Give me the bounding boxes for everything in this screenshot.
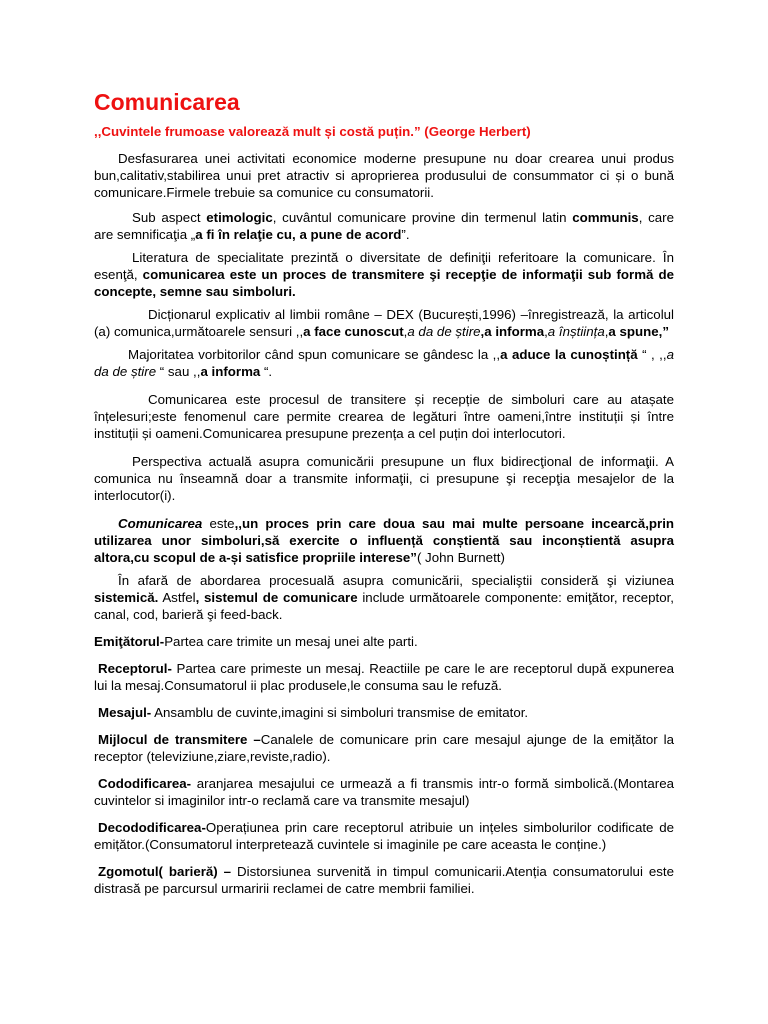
paragraph-speakers: Majoritatea vorbitorilor când spun comunicare se gândesc la ,,a aduce la cunoștință “ , ,,a da de știre “ sau ,,a informa “. xyxy=(94,347,674,379)
paragraph-etymology: Sub aspect etimologic, cuvântul comunicare provine din termenul latin communis, care are semnificaţia „a fi în relaţie cu, a pune de acord”. xyxy=(94,210,674,242)
paragraph-process: Comunicarea este procesul de transitere și recepție de simboluri care au atașate înțelesuri;este fenomenul care permite crearea de legături între oameni,între instituții și între instituții și oameni.Comunicarea presupune prezența a cel puțin doi interlocutori. xyxy=(94,392,674,441)
paragraph-intro: Desfasurarea unei activitati economice moderne presupune nu doar crearea unui produs bun,calitativ,stabilirea unui pret atractiv si aproprierea produsului de consummator ci și o bună comunicare.Firmele trebuie sa comunice cu consumatorii. xyxy=(94,151,674,200)
page-title: Comunicarea xyxy=(94,89,240,115)
paragraph-system: În afară de abordarea procesuală asupra comunicării, specialiştii consideră şi viziunea sistemică. Astfel, sistemul de comunicare include următoarele componente: emiţător, receptor, canal, cod, barieră şi feed-back. xyxy=(94,573,675,622)
definition-channel: Mijlocul de transmitere –Canalele de comunicare prin care mesajul ajunge de la emițător la receptor (televiziune,ziare,reviste,radio). xyxy=(94,732,674,764)
definition-decoding: Decododificarea-Operațiunea prin care receptorul atribuie un ințeles simbolurilor codificate de emițător.(Consumatorul interpretează cuvintele si imaginile pe care aceasta le conține.) xyxy=(94,820,674,852)
paragraph-dex: Dicționarul explicativ al limbii române – DEX (București,1996) –înregistrează, la articolul (a) comunica,următoarele sensuri ,,a face cunoscut,a da de știre,a informa,a înștiința,a spune,” xyxy=(94,307,674,339)
definition-receiver: Receptorul- Partea care primeste un mesaj. Reactiile pe care le are receptorul după expunerea lui la mesaj.Consumatorul ii plac produsele,le consuma sau le refuză. xyxy=(94,661,674,693)
paragraph-definition-literature: Literatura de specialitate prezintă o diversitate de definiţii referitoare la comunicare. În esenţă, comunicarea este un proces de transmitere şi recepţie de informaţii sub formă de concepte, semne sau simboluri. xyxy=(94,250,674,299)
paragraph-burnett-definition: Comunicarea este,,un proces prin care doua sau mai multe persoane incearcă,prin utilizarea unor simboluri,să exercite o influență conștientă sau inconștientă asupra altora,cu scopul de a-și satisfice propriile interese”( John Burnett) xyxy=(94,516,675,565)
paragraph-perspective: Perspectiva actuală asupra comunicării presupune un flux bidirecţional de informaţii. A comunica nu înseamnă doar a transmite informaţii, ci presupune şi recepţia mesajelor de la interlocutor(i). xyxy=(94,454,674,503)
definition-noise: Zgomotul( barieră) – Distorsiunea survenită in timpul comunicarii.Atenția consumatorului este distrasă pe parcursul urmaririi reclamei de catre membrii familiei. xyxy=(94,864,674,896)
definition-emitter: Emiţătorul-Partea care trimite un mesaj unei alte parti. xyxy=(94,634,418,649)
definition-message: Mesajul- Ansamblu de cuvinte,imagini si simboluri transmise de emitator. xyxy=(98,705,529,720)
epigraph-quote: ,,Cuvintele frumoase valorează mult și costă puțin.” (George Herbert) xyxy=(94,124,531,139)
definition-encoding: Cododificarea- aranjarea mesajului ce urmează a fi transmis intr-o formă simbolică.(Montarea cuvintelor si imaginilor intr-o reclamă care va transmite mesajul) xyxy=(94,776,674,808)
